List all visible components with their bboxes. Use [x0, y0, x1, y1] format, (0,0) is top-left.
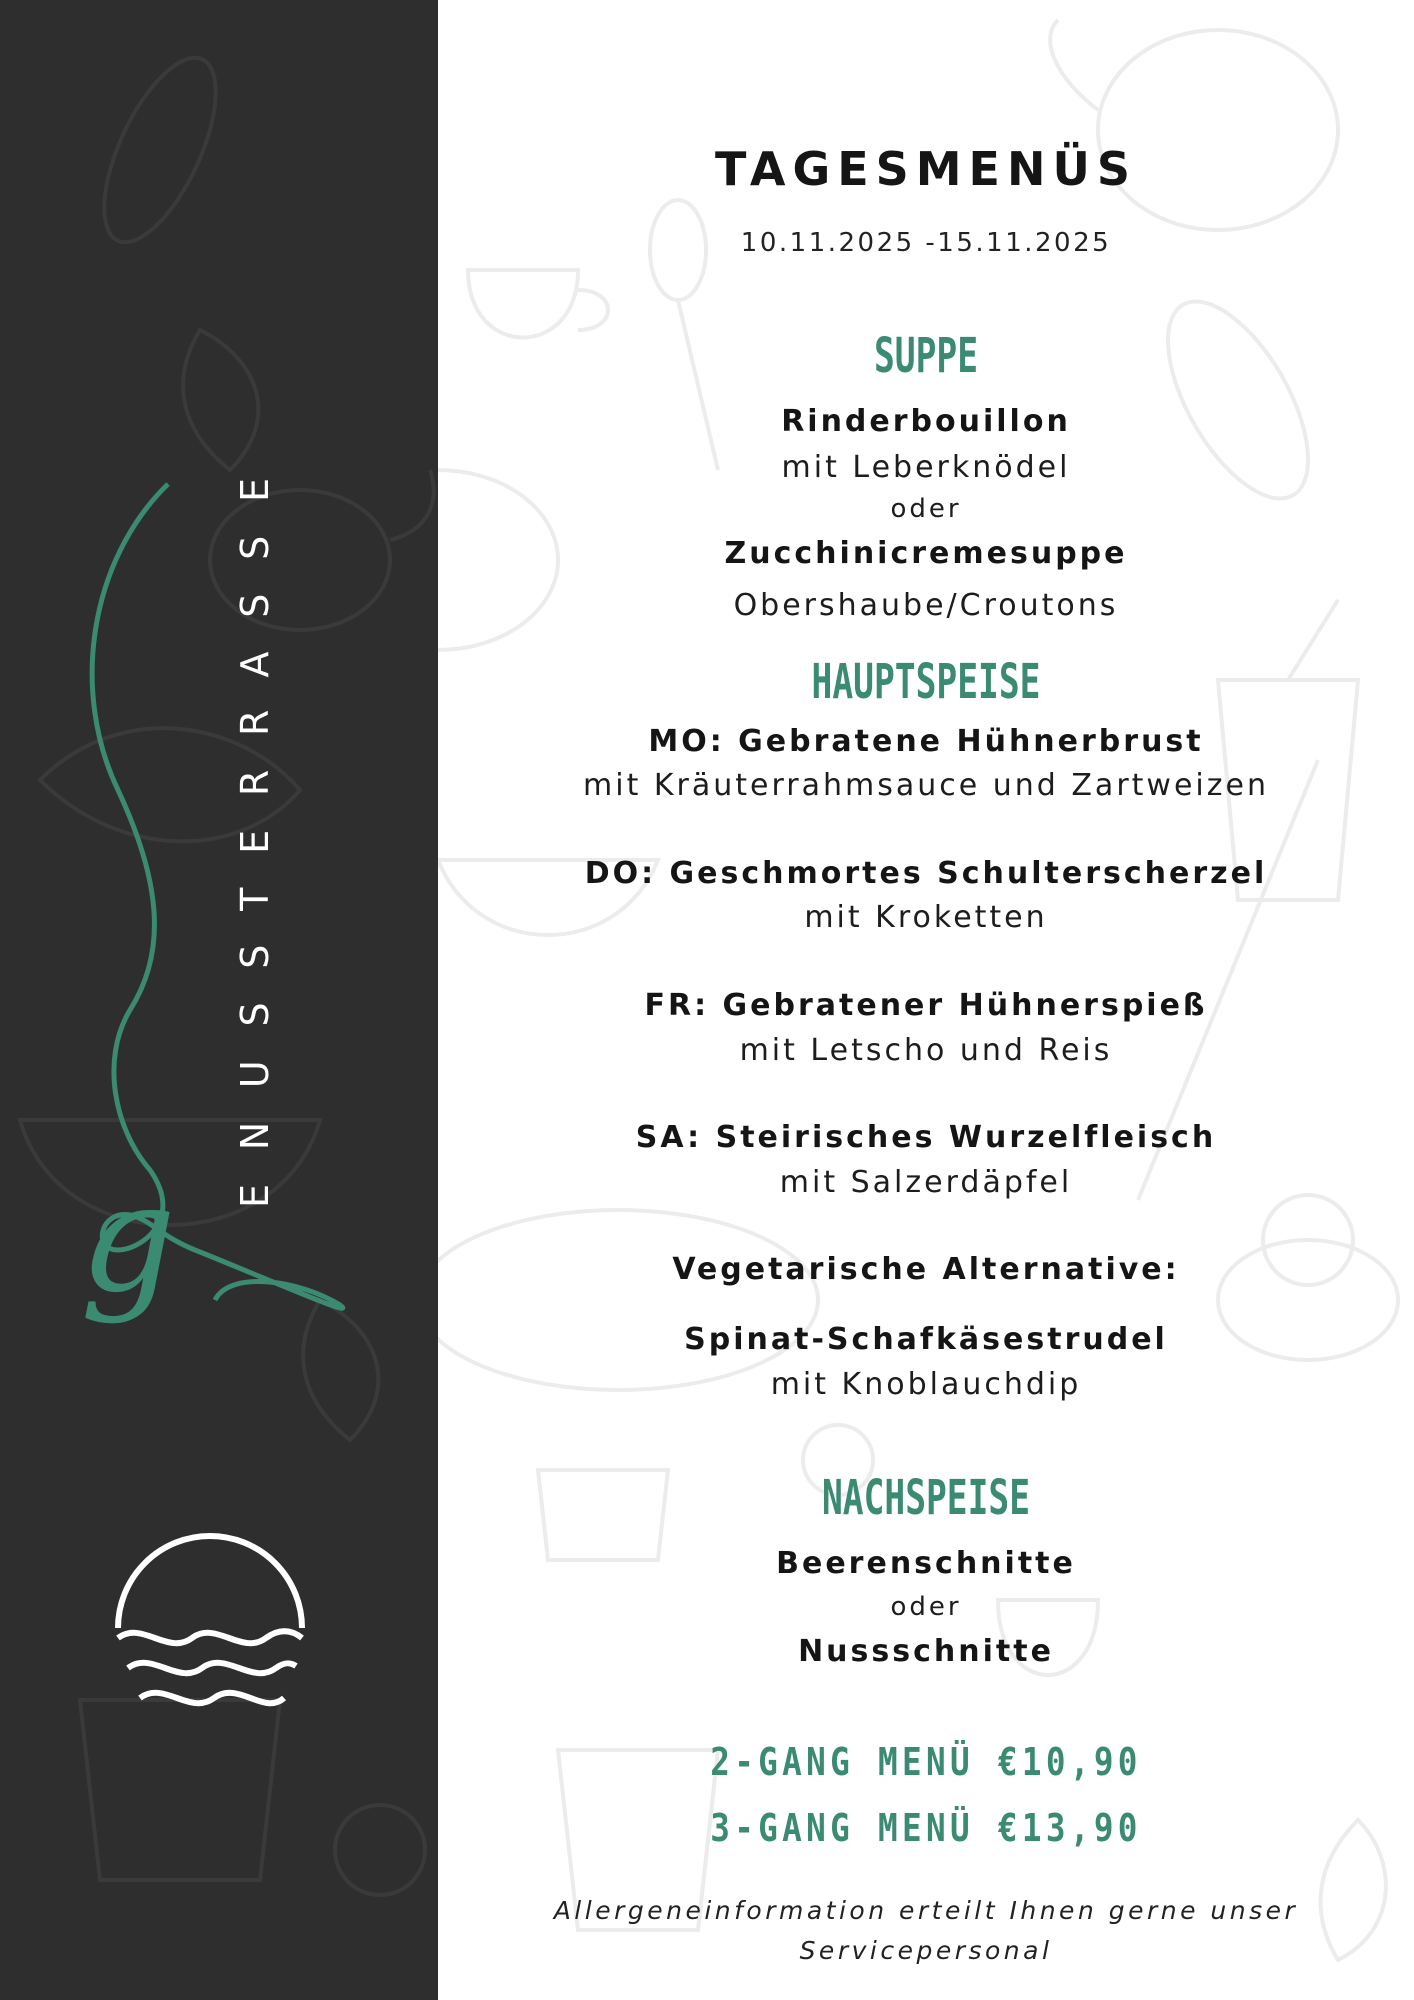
vegetarian-label: Vegetarische Alternative:	[672, 1252, 1180, 1287]
dessert-dish-1: Beerenschnitte	[776, 1546, 1076, 1581]
main-item-4-name: SA: Steirisches Wurzelfleisch	[635, 1120, 1217, 1155]
dessert-or: oder	[890, 1592, 962, 1622]
page-title: TAGESMENÜS	[715, 142, 1137, 196]
allergen-note-line-1: Allergeneinformation erteilt Ihnen gerne unser	[553, 1896, 1299, 1925]
teapot-icon	[1050, 20, 1338, 230]
dessert-dish-2: Nussschnitte	[798, 1634, 1054, 1669]
soup-dish-1: Rinderbouillon	[781, 404, 1071, 439]
section-heading-soup: SUPPE	[873, 328, 979, 384]
soup-dish-1-sub: mit Leberknödel	[781, 450, 1071, 485]
date-range: 10.11.2025 -15.11.2025	[740, 228, 1112, 258]
soup-or: oder	[890, 494, 962, 524]
brand-initial: g	[80, 1152, 177, 1326]
main-item-1-sub: mit Kräuterrahmsauce und Zartweizen	[583, 768, 1269, 803]
main-item-2-sub: mit Kroketten	[804, 900, 1048, 935]
menu-panel	[438, 0, 1414, 2000]
main-item-3-name: FR: Gebratener Hühnerspieß	[644, 988, 1208, 1023]
price-three-course: 3-GANG MENÜ €13,90	[710, 1806, 1142, 1850]
main-item-2-name: DO: Geschmortes Schulterscherzel	[584, 856, 1268, 891]
main-item-3-sub: mit Letscho und Reis	[739, 1033, 1113, 1068]
main-item-4-sub: mit Salzerdäpfel	[779, 1165, 1073, 1200]
brand-name-vertical	[210, 470, 300, 1210]
soup-dish-2-sub: Obershaube/Croutons	[733, 588, 1119, 623]
sun-over-waves-icon	[100, 1510, 320, 1740]
section-heading-main: HAUPTSPEISE	[811, 654, 1041, 710]
vegetarian-dish-sub: mit Knoblauchdip	[770, 1367, 1082, 1402]
price-two-course: 2-GANG MENÜ €10,90	[710, 1740, 1142, 1784]
brand-name: ENUSSTERRASSE	[233, 478, 277, 1208]
section-heading-dessert: NACHSPEISE	[821, 1470, 1031, 1526]
allergen-note-line-2: Servicepersonal	[799, 1936, 1053, 1965]
sidebar	[0, 0, 438, 2000]
soup-dish-2: Zucchinicremesuppe	[724, 536, 1128, 571]
bowl-icon	[438, 1210, 818, 1390]
vegetarian-dish: Spinat-Schafkäsestrudel	[684, 1322, 1168, 1357]
main-item-1-name: MO: Gebratene Hühnerbrust	[648, 724, 1204, 759]
